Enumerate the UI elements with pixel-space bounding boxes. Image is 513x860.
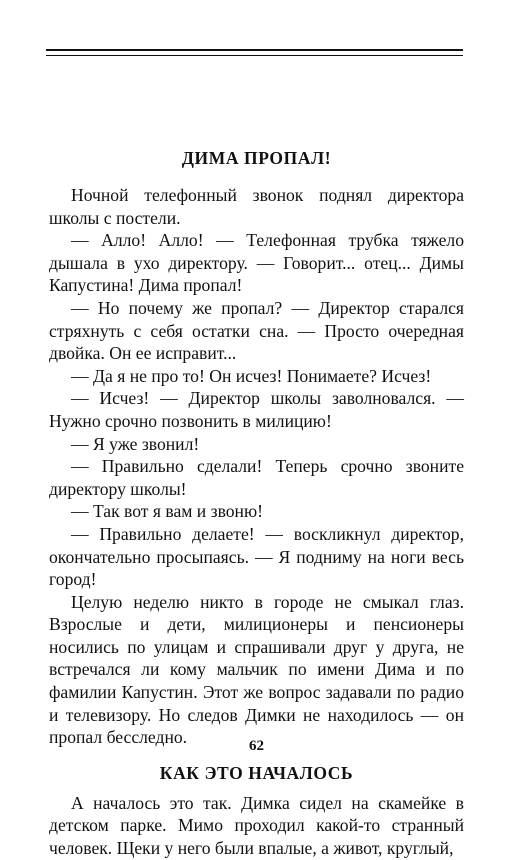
header-rule-thin	[46, 55, 463, 56]
paragraph: Целую неделю никто в городе не смыкал глаз. Взрослые и дети, милиционеры и пенсионеры носились по улицам и спрашивали друг у друга, не встречался ли кому мальчик по имени Дима и по фамилии Капустин. Этот же вопрос задавали по радио и телевизору. Но следов Димки не находилось — он пропал бесследно.	[49, 591, 464, 748]
paragraph: А началось это так. Димка сидел на скамейке в детском парке. Мимо проходил какой-то странный человек. Щеки у него были впалые, а живот, круглый,	[49, 792, 464, 859]
paragraph: — Исчез! — Директор школы заволновался. — Нужно срочно позвонить в милицию!	[49, 388, 464, 431]
page-number: 62	[249, 738, 264, 754]
paragraph: — Да я не про то! Он исчез! Понимаете? Исчез!	[71, 365, 432, 386]
paragraph: — Так вот я вам и звоню!	[71, 501, 263, 522]
paragraph: — Но почему же пропал? — Директор старался стряхнуть с себя остатки сна. — Просто очередная двойка. Он ее исправит...	[49, 297, 464, 364]
header-rule-thick	[46, 49, 463, 51]
paragraph: — Алло! Алло! — Телефонная трубка тяжело дышала в ухо директору. — Говорит... отец... Димы Капустина! Дима пропал!	[49, 230, 464, 296]
paragraph: — Я уже звонил!	[71, 433, 200, 454]
section-title: КАК ЭТО НАЧАЛОСЬ	[159, 762, 354, 783]
chapter-title: ДИМА ПРОПАЛ!	[181, 148, 332, 168]
paragraph: — Правильно сделали! Теперь срочно звоните директору школы!	[49, 456, 464, 499]
paragraph: Ночной телефонный звонок поднял директора школы с постели.	[49, 185, 464, 228]
paragraph: — Правильно делаете! — воскликнул директор, окончательно просыпаясь. — Я подниму на ноги весь город!	[49, 523, 464, 590]
